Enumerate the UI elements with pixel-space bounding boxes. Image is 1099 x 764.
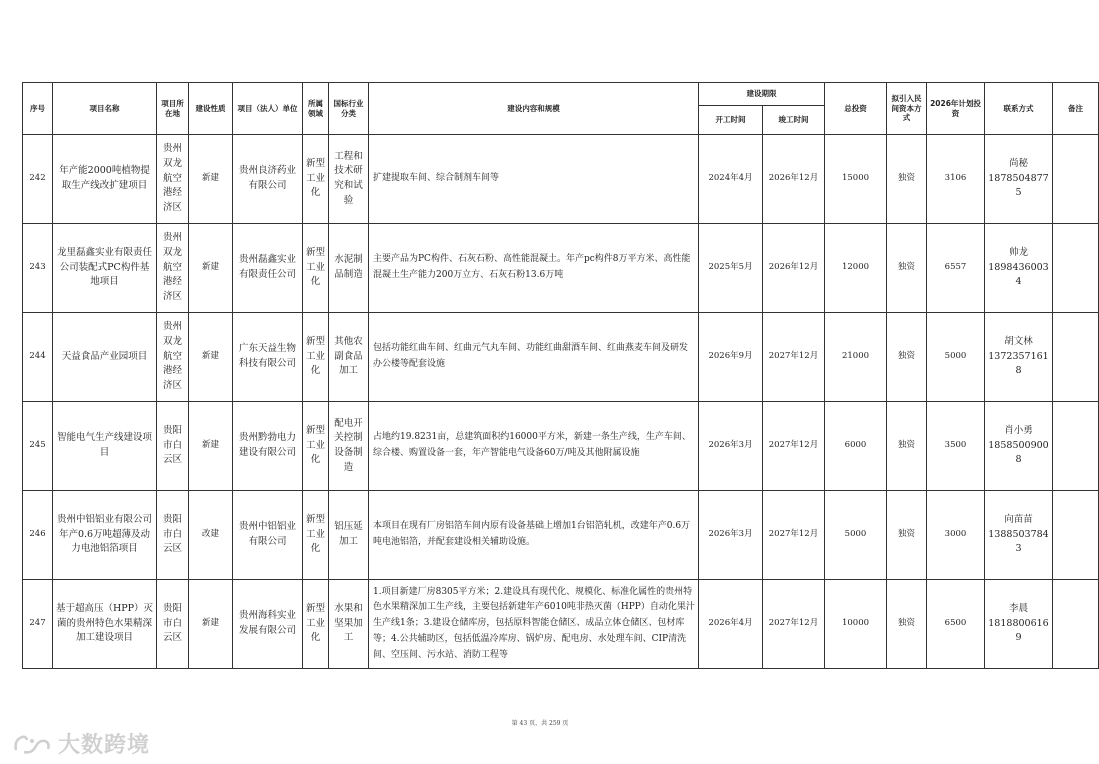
row-investment: 21000 (825, 313, 887, 402)
table-row (23, 580, 1099, 669)
row-unit: 广东天益生物科技有限公司 (233, 313, 303, 402)
row-seq: 243 (23, 224, 53, 313)
table-row (23, 313, 1099, 402)
row-remark (1053, 491, 1099, 580)
row-contact (985, 135, 1053, 224)
row-plan: 6557 (927, 224, 985, 313)
header-capital: 拟引入民间资本方式 (887, 83, 927, 135)
row-remark (1053, 135, 1099, 224)
row-start: 2026年4月 (699, 580, 763, 669)
row-industry: 铝压延加工 (329, 491, 369, 580)
row-name: 年产能2000吨植物提取生产线改扩建项目 (53, 135, 157, 224)
row-investment: 15000 (825, 135, 887, 224)
row-content: 1.项目新建厂房8305平方米；2.建设具有现代化、规模化、标准化属性的贵州特色水果精深加工生产线，主要包括新建年产6010吨非热灭菌（HPP）自动化果汁生产线1条；3.建设仓储库房，包括原料智能仓储区、成品立体仓储区、包材库等；4.公共辅助区，包括低温冷库房、锅炉房、配电房、水处理车间、CIP清洗间、空压间、污水站、消防工程等 (369, 580, 699, 669)
row-start: 2024年4月 (699, 135, 763, 224)
row-capital: 独资 (887, 491, 927, 580)
watermark-text: 大数跨境 (58, 733, 151, 758)
row-location: 贵阳市白云区 (157, 402, 189, 491)
row-investment: 5000 (825, 491, 887, 580)
row-plan: 6500 (927, 580, 985, 669)
table-row (23, 402, 1099, 491)
row-investment: 10000 (825, 580, 887, 669)
project-table-sheet (22, 82, 1083, 669)
row-industry: 配电开关控制设备制造 (329, 402, 369, 491)
row-start: 2026年9月 (699, 313, 763, 402)
header-industry: 国标行业分类 (329, 83, 369, 135)
row-field: 新型工业化 (303, 402, 329, 491)
row-plan: 5000 (927, 313, 985, 402)
header-contact: 联系方式 (985, 83, 1053, 135)
row-location: 贵州双龙航空港经济区 (157, 313, 189, 402)
row-unit: 贵州黔勃电力建设有限公司 (233, 402, 303, 491)
row-seq: 245 (23, 402, 53, 491)
row-nature: 新建 (189, 224, 233, 313)
contact-phone: 13885037843 (988, 528, 1049, 555)
row-content: 占地约19.8231亩，总建筑面积约16000平方米，新建一条生产线，生产车间、综合楼、购置设备一套，年产智能电气设备60万/吨及其他附属设施 (369, 402, 699, 491)
contact-name: 向苗苗 (1004, 513, 1033, 525)
header-content: 建设内容和规模 (369, 83, 699, 135)
row-content: 扩建提取车间、综合制剂车间等 (369, 135, 699, 224)
row-unit: 贵州良济药业有限公司 (233, 135, 303, 224)
row-name: 基于超高压（HPP）灭菌的贵州特色水果精深加工建设项目 (53, 580, 157, 669)
row-end: 2027年12月 (763, 402, 825, 491)
row-location: 贵州双龙航空港经济区 (157, 224, 189, 313)
contact-phone: 18585009008 (988, 439, 1049, 466)
row-end: 2026年12月 (763, 135, 825, 224)
header-seq: 序号 (23, 83, 53, 135)
row-industry: 水果和坚果加工 (329, 580, 369, 669)
row-start: 2026年3月 (699, 402, 763, 491)
contact-phone: 18785048775 (988, 172, 1049, 199)
row-nature: 新建 (189, 313, 233, 402)
row-seq: 242 (23, 135, 53, 224)
row-plan: 3500 (927, 402, 985, 491)
contact-phone: 13723571618 (988, 350, 1049, 377)
row-name: 龙里磊鑫实业有限责任公司装配式PC构件基地项目 (53, 224, 157, 313)
row-industry: 水泥制品制造 (329, 224, 369, 313)
row-plan: 3106 (927, 135, 985, 224)
row-field: 新型工业化 (303, 135, 329, 224)
header-field: 所属领域 (303, 83, 329, 135)
row-seq: 246 (23, 491, 53, 580)
row-nature: 新建 (189, 135, 233, 224)
row-industry: 其他农副食品加工 (329, 313, 369, 402)
header-unit: 项目（法人）单位 (233, 83, 303, 135)
row-contact (985, 402, 1053, 491)
header-period: 建设期限 (699, 83, 825, 106)
row-start: 2025年5月 (699, 224, 763, 313)
header-start: 开工时间 (699, 106, 763, 135)
row-unit: 贵州中铝铝业有限公司 (233, 491, 303, 580)
watermark-logo-icon (12, 732, 52, 756)
header-end: 竣工时间 (763, 106, 825, 135)
row-field: 新型工业化 (303, 580, 329, 669)
row-nature: 改建 (189, 491, 233, 580)
row-nature: 新建 (189, 402, 233, 491)
page-footer: 第 43 页，共 259 页 (511, 720, 569, 727)
row-end: 2026年12月 (763, 224, 825, 313)
row-name: 贵州中铝铝业有限公司年产0.6万吨超薄及动力电池铝箔项目 (53, 491, 157, 580)
row-content: 主要产品为PC构件、石灰石粉、高性能混凝土。年产pc构件8万平方米、高性能混凝土生产能力200万立方、石灰石粉13.6万吨 (369, 224, 699, 313)
table-body (23, 135, 1099, 669)
row-name: 天益食品产业园项目 (53, 313, 157, 402)
header-location: 项目所在地 (157, 83, 189, 135)
row-plan: 3000 (927, 491, 985, 580)
row-name: 智能电气生产线建设项目 (53, 402, 157, 491)
row-end: 2027年12月 (763, 313, 825, 402)
row-content: 包括功能红曲车间、红曲元气丸车间、功能红曲甜酒车间、红曲燕麦车间及研发办公楼等配套设施 (369, 313, 699, 402)
row-capital: 独资 (887, 580, 927, 669)
row-end: 2027年12月 (763, 580, 825, 669)
row-investment: 6000 (825, 402, 887, 491)
header-investment: 总投资 (825, 83, 887, 135)
row-remark (1053, 224, 1099, 313)
table-row (23, 224, 1099, 313)
watermark (12, 728, 150, 759)
row-field: 新型工业化 (303, 491, 329, 580)
row-contact (985, 491, 1053, 580)
row-contact (985, 580, 1053, 669)
row-start: 2026年3月 (699, 491, 763, 580)
contact-name: 胡文林 (1004, 335, 1033, 347)
contact-name: 李晨 (1008, 602, 1028, 614)
project-table (22, 82, 1099, 669)
row-nature: 新建 (189, 580, 233, 669)
row-contact (985, 313, 1053, 402)
row-capital: 独资 (887, 224, 927, 313)
header-plan: 2026年计划投资 (927, 83, 985, 135)
contact-name: 尚秘 (1008, 157, 1028, 169)
row-unit: 贵州海科实业发展有限公司 (233, 580, 303, 669)
row-location: 贵阳市白云区 (157, 580, 189, 669)
row-location: 贵州双龙航空港经济区 (157, 135, 189, 224)
row-field: 新型工业化 (303, 313, 329, 402)
header-nature: 建设性质 (189, 83, 233, 135)
header-remark: 备注 (1053, 83, 1099, 135)
row-seq: 247 (23, 580, 53, 669)
row-capital: 独资 (887, 313, 927, 402)
contact-phone: 18984360034 (988, 261, 1049, 288)
header-name: 项目名称 (53, 83, 157, 135)
contact-name: 帅龙 (1008, 246, 1028, 258)
table-row (23, 491, 1099, 580)
row-seq: 244 (23, 313, 53, 402)
row-industry: 工程和技术研究和试验 (329, 135, 369, 224)
row-location: 贵阳市白云区 (157, 491, 189, 580)
contact-name: 肖小勇 (1004, 424, 1033, 436)
row-contact (985, 224, 1053, 313)
contact-phone: 18188006169 (988, 617, 1049, 644)
row-unit: 贵州磊鑫实业有限责任公司 (233, 224, 303, 313)
row-remark (1053, 580, 1099, 669)
row-remark (1053, 313, 1099, 402)
row-field: 新型工业化 (303, 224, 329, 313)
row-remark (1053, 402, 1099, 491)
table-row (23, 135, 1099, 224)
row-investment: 12000 (825, 224, 887, 313)
row-end: 2027年12月 (763, 491, 825, 580)
row-content: 本项目在现有厂房铝箔车间内原有设备基础上增加1台铝箔轧机，改建年产0.6万吨电池铝箔，并配套建设相关辅助设施。 (369, 491, 699, 580)
row-capital: 独资 (887, 135, 927, 224)
row-capital: 独资 (887, 402, 927, 491)
